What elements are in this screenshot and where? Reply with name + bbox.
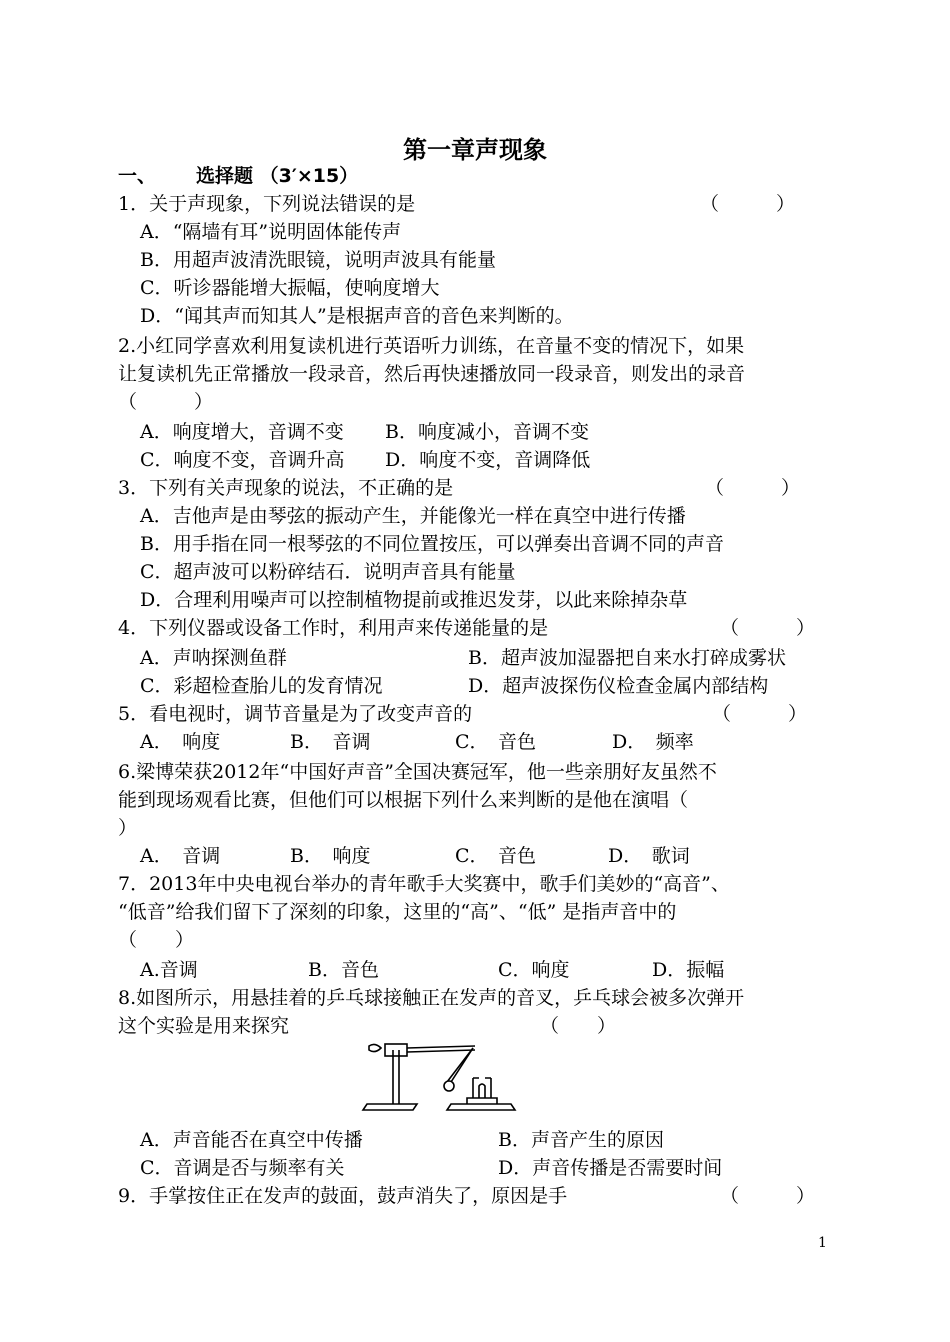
q7-option-a: A.音调 xyxy=(140,959,198,981)
q3-option-b: B．用手指在同一根琴弦的不同位置按压，可以弹奏出音调不同的声音 xyxy=(140,533,724,555)
q1-answer-bracket: （ ） xyxy=(700,193,796,215)
q8-option-c: C．音调是否与频率有关 xyxy=(140,1157,345,1179)
tuning-fork-pendulum-figure xyxy=(355,1038,525,1118)
q5-answer-bracket: （ ） xyxy=(712,703,808,725)
q8-stem-line1: 8.如图所示，用悬挂着的乒乓球接触正在发声的音叉，乒乓球会被多次弹开 xyxy=(118,987,745,1009)
q3-option-d: D．合理利用噪声可以控制植物提前或推迟发芽，以此来除掉杂草 xyxy=(140,589,688,611)
q2-option-b: B．响度减小，音调不变 xyxy=(385,421,589,443)
q7-answer-bracket: （ ） xyxy=(118,929,195,951)
q8-stem-line2: 这个实验是用来探究 xyxy=(118,1015,290,1037)
q2-option-c: C．响度不变，音调升高 xyxy=(140,449,345,471)
q5-option-d: D． 频率 xyxy=(612,731,694,753)
q3-stem: 3．下列有关声现象的说法，不正确的是 xyxy=(118,477,454,499)
q4-answer-bracket: （ ） xyxy=(720,617,816,639)
q3-option-a: A．吉他声是由琴弦的振动产生，并能像光一样在真空中进行传播 xyxy=(140,505,686,527)
q6-stem-line3: ） xyxy=(118,817,138,839)
q5-stem: 5．看电视时，调节音量是为了改变声音的 xyxy=(118,703,473,725)
q1-option-a: A．“隔墙有耳”说明固体能传声 xyxy=(140,221,402,243)
q6-option-b: B． 响度 xyxy=(290,845,371,867)
q5-option-c: C． 音色 xyxy=(455,731,537,753)
q8-answer-bracket: （ ） xyxy=(540,1015,617,1037)
q2-option-a: A．响度增大，音调不变 xyxy=(140,421,344,443)
q6-stem-line1: 6.梁博荣获2012年“中国好声音”全国决赛冠军，他一些亲朋好友虽然不 xyxy=(118,761,717,783)
q4-option-b: B．超声波加湿器把自来水打碎成雾状 xyxy=(468,647,786,669)
q8-option-a: A．声音能否在真空中传播 xyxy=(140,1129,363,1151)
q6-option-d: D． 歌词 xyxy=(608,845,690,867)
q1-option-c: C．听诊器能增大振幅，使响度增大 xyxy=(140,277,440,299)
page-number: 1 xyxy=(818,1235,827,1251)
page-title: 第一章声现象 xyxy=(403,136,547,164)
section-heading: 选择题 （3′×15） xyxy=(196,165,359,187)
q8-option-d: D．声音传播是否需要时间 xyxy=(498,1157,723,1179)
q4-option-c: C．彩超检查胎儿的发育情况 xyxy=(140,675,383,697)
q6-stem-line2: 能到现场观看比赛，但他们可以根据下列什么来判断的是他在演唱（ xyxy=(118,789,689,811)
q7-stem-line2: “低音”给我们留下了深刻的印象，这里的“高”、“低” 是指声音中的 xyxy=(118,901,677,923)
q2-answer-bracket: （ ） xyxy=(118,391,214,413)
q1-option-b: B．用超声波清洗眼镜，说明声波具有能量 xyxy=(140,249,496,271)
q7-option-b: B．音色 xyxy=(308,959,379,981)
q4-option-d: D．超声波探伤仪检查金属内部结构 xyxy=(468,675,769,697)
q8-option-b: B．声音产生的原因 xyxy=(498,1129,664,1151)
q4-option-a: A．声呐探测鱼群 xyxy=(140,647,287,669)
q2-option-d: D．响度不变，音调降低 xyxy=(385,449,591,471)
q9-stem: 9．手掌按住正在发声的鼓面，鼓声消失了，原因是手 xyxy=(118,1185,568,1207)
q2-stem-line1: 2.小红同学喜欢利用复读机进行英语听力训练，在音量不变的情况下，如果 xyxy=(118,335,745,357)
q1-stem: 1．关于声现象，下列说法错误的是 xyxy=(118,193,416,215)
q7-option-c: C．响度 xyxy=(498,959,570,981)
q4-stem: 4．下列仪器或设备工作时，利用声来传递能量的是 xyxy=(118,617,549,639)
q7-stem-line1: 7．2013年中央电视台举办的青年歌手大奖赛中，歌手们美妙的“高音”、 xyxy=(118,873,730,895)
section-number: 一、 xyxy=(118,165,157,187)
q3-option-c: C．超声波可以粉碎结石．说明声音具有能量 xyxy=(140,561,516,583)
q7-option-d: D．振幅 xyxy=(652,959,725,981)
q2-stem-line2: 让复读机先正常播放一段录音，然后再快速播放同一段录音，则发出的录音 xyxy=(118,363,746,385)
q9-answer-bracket: （ ） xyxy=(720,1185,816,1207)
q3-answer-bracket: （ ） xyxy=(705,477,801,499)
q6-option-c: C． 音色 xyxy=(455,845,537,867)
q6-option-a: A． 音调 xyxy=(140,845,221,867)
q5-option-a: A． 响度 xyxy=(140,731,221,753)
q5-option-b: B． 音调 xyxy=(290,731,371,753)
q1-option-d: D．“闻其声而知其人”是根据声音的音色来判断的。 xyxy=(140,305,574,327)
